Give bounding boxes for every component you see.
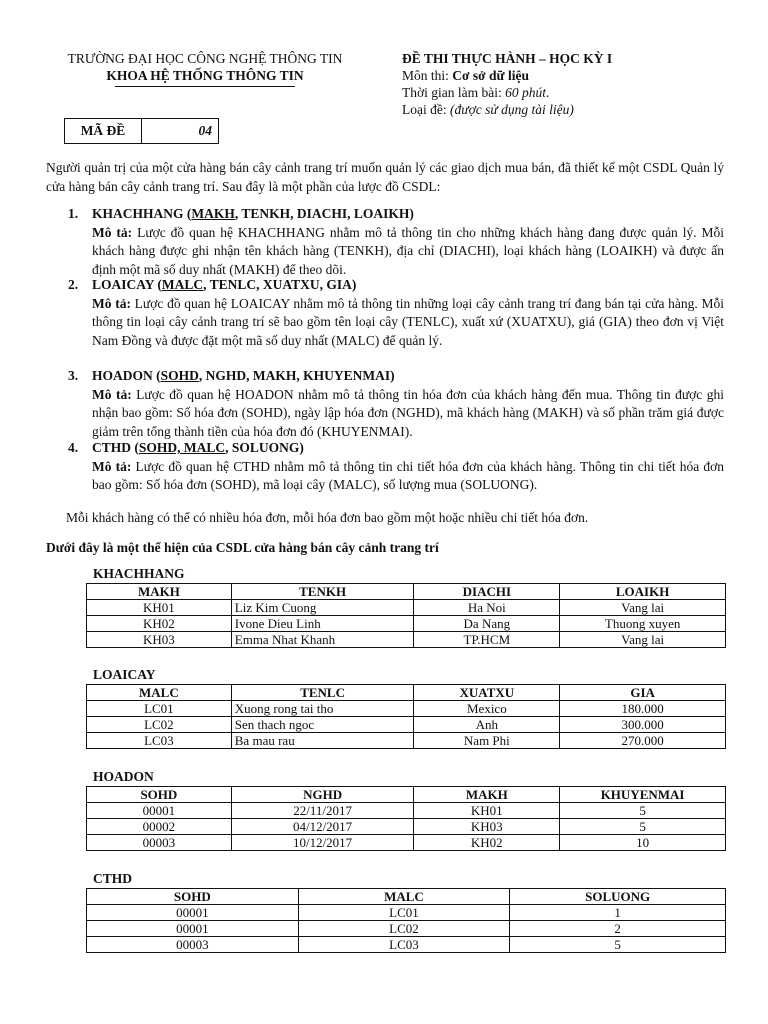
- table-cell: LC01: [298, 905, 510, 921]
- table-cell: Xuong rong tai tho: [231, 701, 414, 717]
- subject-value: Cơ sở dữ liệu: [452, 68, 529, 83]
- exam-title: ĐỀ THI THỰC HÀNH – HỌC KỲ I: [402, 51, 613, 66]
- table-cell: Anh: [414, 717, 560, 733]
- section-description: Mô tả: Lược đồ quan hệ HOADON nhằm mô tả thông tin hóa đơn của khách hàng đến mua. Thông tin được ghi nhận bao gồm: Số hóa đơn (SOHD), ngày lập hóa đơn (NGHD), mã khách hàng (MAKH) và số phần trăm giá được giảm trên tổng thành tiền của hóa đơn đó (KHUYENMAI).: [92, 386, 724, 439]
- table-row: [87, 803, 726, 819]
- table-title-loaicay: LOAICAY: [93, 667, 156, 682]
- table-cell: Vang lai: [560, 600, 726, 616]
- table-khachhang: [86, 583, 726, 648]
- table-cell: KH03: [414, 819, 560, 835]
- relationship-note: Mỗi khách hàng có thể có nhiều hóa đơn, mỗi hóa đơn bao gồm một hoặc nhiều chi tiết hóa đơn.: [66, 510, 589, 525]
- table-title-khachhang: KHACHHANG: [93, 566, 185, 581]
- table-cell: Da Nang: [414, 616, 560, 632]
- instance-heading: Dưới đây là một thể hiện của CSDL cửa hàng bán cây cảnh trang trí: [46, 540, 439, 555]
- table-row: [87, 905, 726, 921]
- section-khachhang: [68, 205, 724, 279]
- section-heading: 1. KHACHHANG (MAKH, TENKH, DIACHI, LOAIKH): [68, 206, 414, 221]
- table-row: [87, 819, 726, 835]
- table-cell: 5: [560, 819, 726, 835]
- table-cell: 270.000: [560, 733, 726, 749]
- section-heading: 4. CTHD (SOHD, MALC, SOLUONG): [68, 440, 304, 455]
- table-cell: Vang lai: [560, 632, 726, 648]
- table-cell: 00001: [87, 905, 299, 921]
- table-header-row: [87, 584, 726, 600]
- section-heading: 2. LOAICAY (MALC, TENLC, XUATXU, GIA): [68, 277, 357, 292]
- table-row: [87, 616, 726, 632]
- header-left: [40, 50, 370, 87]
- column-header: SOHD: [87, 889, 299, 905]
- column-header: KHUYENMAI: [560, 787, 726, 803]
- table-row: [87, 937, 726, 953]
- time-label: Thời gian làm bài:: [402, 85, 502, 100]
- table-cell: 22/11/2017: [231, 803, 414, 819]
- type-label: Loại đề:: [402, 102, 447, 117]
- table-cell: 10: [560, 835, 726, 851]
- table-cell: KH02: [414, 835, 560, 851]
- exam-code-value: 04: [198, 123, 212, 138]
- table-cell: Thuong xuyen: [560, 616, 726, 632]
- table-cell: KH03: [87, 632, 232, 648]
- column-header: GIA: [560, 685, 726, 701]
- table-cell: 04/12/2017: [231, 819, 414, 835]
- section-hoadon: [68, 367, 724, 441]
- column-header: MAKH: [87, 584, 232, 600]
- table-cell: 300.000: [560, 717, 726, 733]
- column-header: TENLC: [231, 685, 414, 701]
- table-loaicay: [86, 684, 726, 749]
- table-cell: 00001: [87, 803, 232, 819]
- type-line: [402, 101, 612, 118]
- header-divider: [115, 86, 295, 87]
- column-header: SOLUONG: [510, 889, 726, 905]
- time-value: 60 phút: [505, 85, 547, 100]
- table-cell: Ivone Dieu Linh: [231, 616, 414, 632]
- table-cell: KH01: [414, 803, 560, 819]
- table-cell: Sen thach ngoc: [231, 717, 414, 733]
- table-header-row: [87, 685, 726, 701]
- table-cthd: [86, 888, 726, 953]
- column-header: XUATXU: [414, 685, 560, 701]
- column-header: MALC: [87, 685, 232, 701]
- table-header-row: [87, 787, 726, 803]
- table-row: [87, 733, 726, 749]
- table-row: [87, 600, 726, 616]
- table-cell: LC03: [87, 733, 232, 749]
- exam-code-label: MÃ ĐỀ: [65, 119, 142, 143]
- table-row: [87, 717, 726, 733]
- table-cell: Nam Phi: [414, 733, 560, 749]
- column-header: SOHD: [87, 787, 232, 803]
- table-cell: LC02: [298, 921, 510, 937]
- table-cell: 2: [510, 921, 726, 937]
- exam-code-box: [64, 118, 219, 144]
- table-title-cthd: CTHD: [93, 871, 133, 886]
- type-value: (được sử dụng tài liệu): [449, 102, 574, 117]
- subject-label: Môn thi:: [402, 68, 449, 83]
- intro-paragraph: Người quản trị của một cửa hàng bán cây cảnh trang trí muốn quản lý các giao dịch mua bán, đã thiết kế một CSDL Quản lý cửa hàng bán cây cảnh trang trí. Sau đây là một phần của lược đồ CSDL:: [46, 160, 724, 194]
- column-header: TENKH: [231, 584, 414, 600]
- table-title-hoadon: HOADON: [93, 769, 154, 784]
- time-line: Thời gian làm bài: 60 phút.: [402, 85, 550, 100]
- table-cell: 00003: [87, 937, 299, 953]
- table-row: [87, 701, 726, 717]
- subject-line: [402, 67, 612, 84]
- section-cthd: [68, 439, 724, 495]
- table-cell: LC03: [298, 937, 510, 953]
- table-cell: Mexico: [414, 701, 560, 717]
- column-header: DIACHI: [414, 584, 560, 600]
- column-header: MAKH: [414, 787, 560, 803]
- table-cell: LC01: [87, 701, 232, 717]
- table-cell: 10/12/2017: [231, 835, 414, 851]
- table-cell: KH02: [87, 616, 232, 632]
- section-heading: 3. HOADON (SOHD, NGHD, MAKH, KHUYENMAI): [68, 368, 395, 383]
- table-cell: Ha Noi: [414, 600, 560, 616]
- table-cell: 00002: [87, 819, 232, 835]
- table-cell: KH01: [87, 600, 232, 616]
- table-cell: 1: [510, 905, 726, 921]
- column-header: LOAIKH: [560, 584, 726, 600]
- table-cell: TP.HCM: [414, 632, 560, 648]
- table-row: [87, 632, 726, 648]
- faculty-name: KHOA HỆ THỐNG THÔNG TIN: [106, 68, 304, 83]
- table-cell: 00001: [87, 921, 299, 937]
- school-name: TRƯỜNG ĐẠI HỌC CÔNG NGHỆ THÔNG TIN: [67, 51, 343, 66]
- table-cell: Ba mau rau: [231, 733, 414, 749]
- table-cell: 5: [560, 803, 726, 819]
- table-row: [87, 835, 726, 851]
- table-cell: 00003: [87, 835, 232, 851]
- section-description: Mô tả: Lược đồ quan hệ LOAICAY nhằm mô tả thông tin những loại cây cảnh trang trí đang bán tại cửa hàng. Mỗi thông tin loại cây cảnh trang trí sẽ bao gồm tên loại cây (TENLC), xuất xứ (XUATXU), giá (GIA) theo đơn vị Việt Nam Đồng và được đặt một mã số duy nhất (MALC) để quản lý.: [92, 295, 724, 348]
- column-header: NGHD: [231, 787, 414, 803]
- header-right: [402, 50, 612, 118]
- table-cell: Emma Nhat Khanh: [231, 632, 414, 648]
- table-cell: 180.000: [560, 701, 726, 717]
- section-description: Mô tả: Lược đồ quan hệ KHACHHANG nhằm mô tả thông tin cho những khách hàng đang được quản lý. Mỗi khách hàng được ghi nhận tên khách hàng (TENKH), địa chỉ (DIACHI), loại khách hàng (LOAIKH) và được ấn định một mã số duy nhất (MAKH) để theo dõi.: [92, 224, 725, 277]
- table-row: [87, 921, 726, 937]
- section-loaicay: [68, 276, 724, 350]
- column-header: MALC: [298, 889, 510, 905]
- table-cell: Liz Kim Cuong: [231, 600, 414, 616]
- section-description: Mô tả: Lược đồ quan hệ CTHD nhằm mô tả thông tin chi tiết hóa đơn của khách hàng. Thông tin chi tiết hóa đơn bao gồm: Số hóa đơn (SOHD), mã loại cây (MALC), số lượng mua (SOLUONG).: [92, 458, 724, 492]
- table-hoadon: [86, 786, 726, 851]
- table-header-row: [87, 889, 726, 905]
- table-cell: 5: [510, 937, 726, 953]
- table-cell: LC02: [87, 717, 232, 733]
